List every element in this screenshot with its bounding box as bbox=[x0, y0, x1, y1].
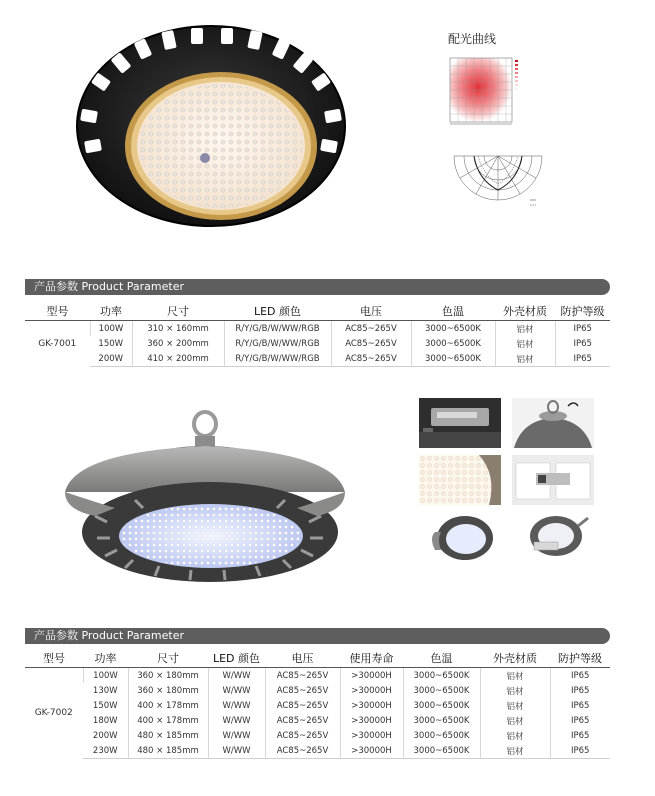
spec-table-gk-7002 bbox=[25, 649, 610, 759]
table-cell: >30000H bbox=[340, 743, 403, 759]
table-cell: 3000~6500K bbox=[411, 321, 495, 337]
column-header: 功率 bbox=[83, 649, 128, 668]
model-cell: GK-7001 bbox=[38, 338, 77, 349]
polar-distribution-diagram bbox=[448, 150, 548, 212]
table-cell: IP65 bbox=[550, 668, 610, 684]
table-cell: R/Y/G/B/W/WW/RGB bbox=[224, 351, 331, 367]
table-cell: AC85~265V bbox=[265, 713, 340, 728]
table-cell: 360 × 180mm bbox=[128, 668, 208, 684]
table-cell: IP65 bbox=[550, 728, 610, 743]
table-cell: 3000~6500K bbox=[403, 668, 480, 684]
light-distribution-title: 配光曲线 bbox=[448, 32, 497, 46]
table-cell: 100W bbox=[90, 321, 132, 337]
table-cell: AC85~265V bbox=[331, 336, 411, 351]
thumbnail-side-mount bbox=[512, 512, 594, 562]
table-cell: W/WW bbox=[208, 668, 265, 684]
table-row bbox=[25, 321, 610, 337]
table-cell: 铝材 bbox=[480, 698, 550, 713]
column-header: 型号 bbox=[25, 302, 90, 321]
table-cell: 200W bbox=[90, 351, 132, 367]
product-image-gk-7002 bbox=[55, 410, 355, 590]
column-header: 色温 bbox=[403, 649, 480, 668]
table-cell: AC85~265V bbox=[265, 668, 340, 684]
table-row bbox=[25, 728, 610, 743]
table-row bbox=[25, 698, 610, 713]
column-header: 电压 bbox=[331, 302, 411, 321]
table-cell: W/WW bbox=[208, 743, 265, 759]
table-cell: 150W bbox=[92, 700, 118, 711]
table-row bbox=[25, 668, 610, 684]
table-cell: 3000~6500K bbox=[403, 713, 480, 728]
table-header-row bbox=[25, 302, 610, 321]
table-cell: 200W bbox=[92, 730, 118, 741]
table-cell: 铝材 bbox=[495, 336, 555, 351]
table-cell: 150W bbox=[98, 338, 124, 349]
table-cell: AC85~265V bbox=[265, 743, 340, 759]
table-cell: 3000~6500K bbox=[403, 743, 480, 759]
thumbnail-bracket-mount bbox=[419, 512, 501, 562]
table-cell: W/WW bbox=[208, 728, 265, 743]
table-cell: 180W bbox=[92, 715, 118, 726]
table-cell: 铝材 bbox=[495, 351, 555, 367]
table-cell: 480 × 185mm bbox=[128, 743, 208, 759]
table-row bbox=[25, 336, 610, 351]
table-cell: IP65 bbox=[550, 713, 610, 728]
table-cell: 3000~6500K bbox=[403, 683, 480, 698]
model-cell: GK-7002 bbox=[34, 708, 73, 719]
table-cell: 230W bbox=[83, 743, 128, 759]
table-cell: 铝材 bbox=[480, 713, 550, 728]
table-cell: 3000~6500K bbox=[411, 336, 495, 351]
table-cell: AC85~265V bbox=[331, 321, 411, 337]
thumbnail-driver bbox=[419, 398, 501, 448]
table-cell: 铝材 bbox=[480, 668, 550, 684]
isolux-diagram bbox=[448, 52, 528, 134]
table-cell: 铝材 bbox=[480, 728, 550, 743]
table-cell: >30000H bbox=[340, 728, 403, 743]
column-header: 型号 bbox=[25, 649, 83, 668]
table-row bbox=[25, 351, 610, 367]
table-cell: 3000~6500K bbox=[403, 698, 480, 713]
section-header-1: 产品参数 Product Parameter bbox=[25, 279, 610, 295]
column-header: 防护等级 bbox=[550, 649, 610, 668]
table-cell: W/WW bbox=[208, 698, 265, 713]
table-cell: 400 × 178mm bbox=[128, 713, 208, 728]
table-cell: 480 × 185mm bbox=[128, 728, 208, 743]
column-header: 外壳材质 bbox=[495, 302, 555, 321]
table-cell: 100W bbox=[83, 668, 128, 684]
table-cell: IP65 bbox=[550, 683, 610, 698]
table-cell: 360 × 200mm bbox=[132, 336, 224, 351]
table-cell: 铝材 bbox=[480, 743, 550, 759]
table-cell: >30000H bbox=[340, 713, 403, 728]
table-cell: IP65 bbox=[550, 743, 610, 759]
column-header: 防护等级 bbox=[555, 302, 610, 321]
column-header: 电压 bbox=[265, 649, 340, 668]
table-cell: 3000~6500K bbox=[411, 351, 495, 367]
table-cell: AC85~265V bbox=[265, 698, 340, 713]
table-cell: 130W bbox=[92, 685, 118, 696]
table-cell: W/WW bbox=[208, 683, 265, 698]
table-cell: 铝材 bbox=[480, 683, 550, 698]
column-header: 功率 bbox=[90, 302, 132, 321]
table-header-row bbox=[25, 649, 610, 668]
table-row bbox=[25, 683, 610, 698]
table-cell: >30000H bbox=[340, 668, 403, 684]
column-header: 色温 bbox=[411, 302, 495, 321]
table-cell: W/WW bbox=[208, 713, 265, 728]
table-row bbox=[25, 743, 610, 759]
table-cell: R/Y/G/B/W/WW/RGB bbox=[224, 321, 331, 337]
column-header: 尺寸 bbox=[128, 649, 208, 668]
table-cell: AC85~265V bbox=[265, 683, 340, 698]
table-cell: 410 × 200mm bbox=[132, 351, 224, 367]
table-cell: IP65 bbox=[555, 336, 610, 351]
product-image-gk-7001 bbox=[75, 18, 347, 230]
column-header: 尺寸 bbox=[132, 302, 224, 321]
column-header: LED 颜色 bbox=[224, 302, 331, 321]
table-cell: 310 × 160mm bbox=[132, 321, 224, 337]
thumbnail-packaging bbox=[512, 455, 594, 505]
column-header: 使用寿命 bbox=[340, 649, 403, 668]
table-row bbox=[25, 713, 610, 728]
column-header: 外壳材质 bbox=[480, 649, 550, 668]
table-cell: 铝材 bbox=[495, 321, 555, 337]
thumbnail-led-chips bbox=[419, 455, 501, 505]
table-cell: 400 × 178mm bbox=[128, 698, 208, 713]
table-cell: IP65 bbox=[555, 321, 610, 337]
table-cell: IP65 bbox=[550, 698, 610, 713]
spec-table-gk-7001 bbox=[25, 302, 610, 367]
table-cell: IP65 bbox=[555, 351, 610, 367]
table-cell: AC85~265V bbox=[265, 728, 340, 743]
table-cell: R/Y/G/B/W/WW/RGB bbox=[224, 336, 331, 351]
table-cell: >30000H bbox=[340, 698, 403, 713]
column-header: LED 颜色 bbox=[208, 649, 265, 668]
table-cell: 3000~6500K bbox=[403, 728, 480, 743]
table-cell: AC85~265V bbox=[331, 351, 411, 367]
section-header-2: 产品参数 Product Parameter bbox=[25, 628, 610, 644]
table-cell: >30000H bbox=[340, 683, 403, 698]
table-cell: 360 × 180mm bbox=[128, 683, 208, 698]
thumbnail-hook-top bbox=[512, 398, 594, 448]
